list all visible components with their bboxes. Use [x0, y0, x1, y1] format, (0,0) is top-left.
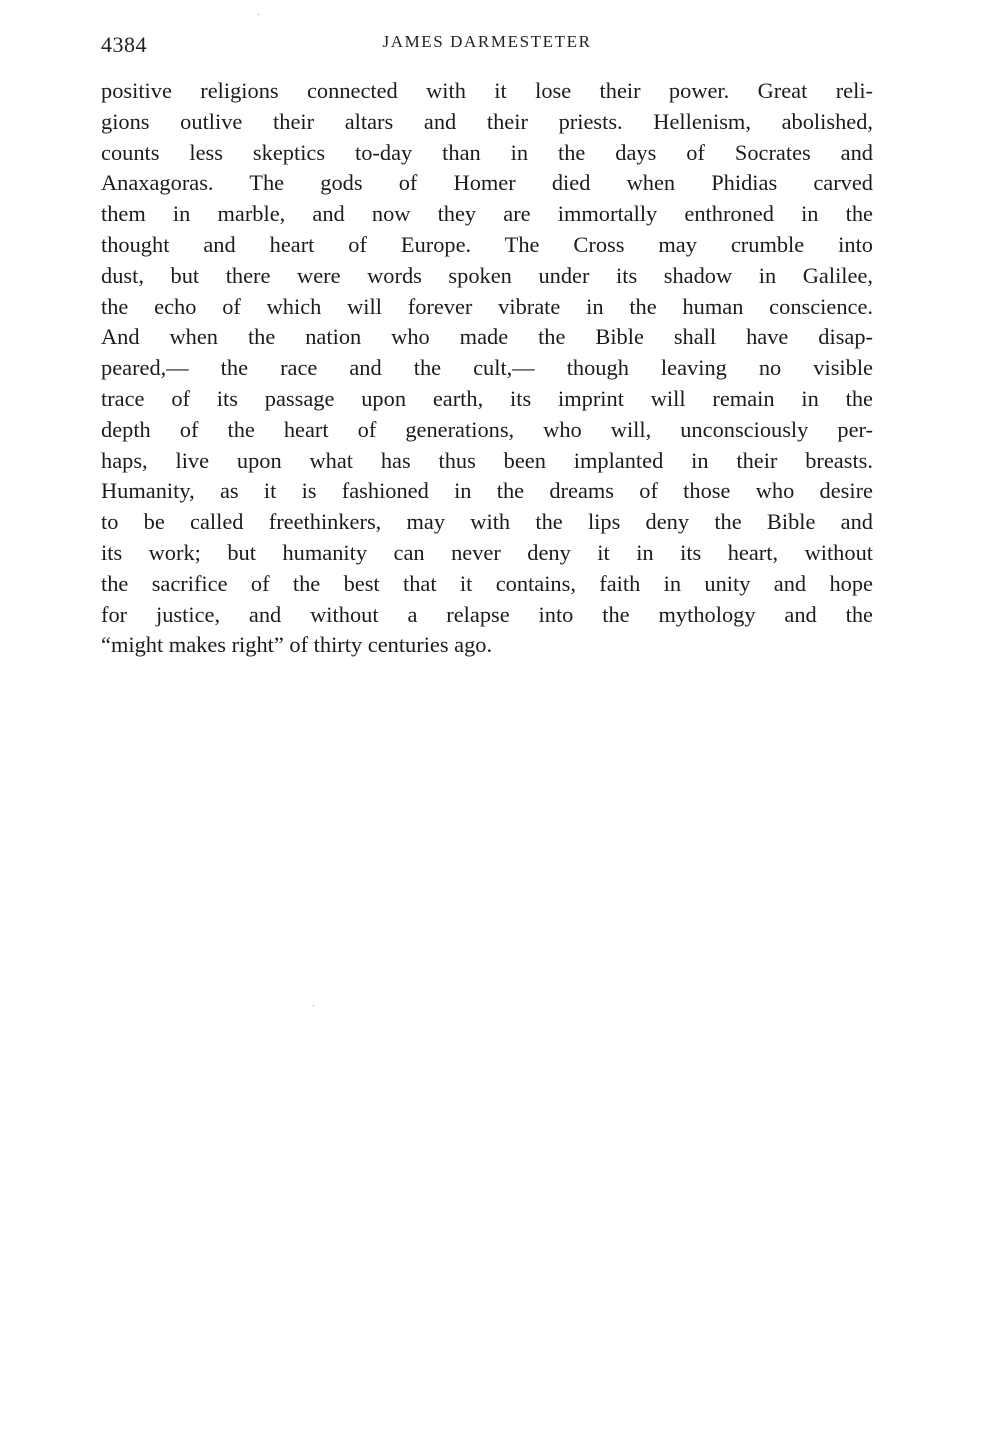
text-line: Anaxagoras. The gods of Homer died when Phidias carved — [101, 170, 873, 196]
text-line: counts less skeptics to-day than in the days of Socrates and — [101, 139, 873, 165]
text-line: depth of the heart of generations, who will, unconsciously per- — [101, 416, 873, 442]
text-line: “might makes right” of thirty centuries ago. — [101, 632, 493, 658]
text-line: haps, live upon what has thus been implanted in their breasts. — [101, 447, 873, 473]
text-line: And when the nation who made the Bible shall have disap- — [101, 324, 873, 350]
text-line: Humanity, as it is fashioned in the dreams of those who desire — [101, 478, 873, 504]
text-line: trace of its passage upon earth, its imprint will remain in the — [101, 385, 873, 411]
text-line: its work; but humanity can never deny it in its heart, without — [101, 539, 873, 565]
text-line: the sacrifice of the best that it contains, faith in unity and hope — [101, 570, 873, 596]
text-line: for justice, and without a relapse into the mythology and the — [101, 601, 873, 627]
text-line: peared,— the race and the cult,— though leaving no visible — [101, 355, 873, 381]
text-line: them in marble, and now they are immortally enthroned in the — [101, 201, 873, 227]
body-text — [101, 76, 873, 661]
text-line: the echo of which will forever vibrate in the human conscience. — [101, 293, 873, 319]
text-line: gions outlive their altars and their priests. Hellenism, abolished, — [101, 108, 873, 134]
page-number: 4384 — [101, 32, 147, 57]
text-line: positive religions connected with it lose their power. Great reli- — [101, 78, 873, 103]
running-head: JAMES DARMESTETER — [382, 32, 592, 51]
text-line: to be called freethinkers, may with the lips deny the Bible and — [101, 509, 873, 535]
scan-speck — [258, 14, 259, 15]
text-line: dust, but there were words spoken under its shadow in Galilee, — [101, 262, 873, 288]
scan-speck — [313, 1005, 314, 1006]
page-header — [101, 28, 873, 60]
text-line: thought and heart of Europe. The Cross may crumble into — [101, 231, 873, 257]
